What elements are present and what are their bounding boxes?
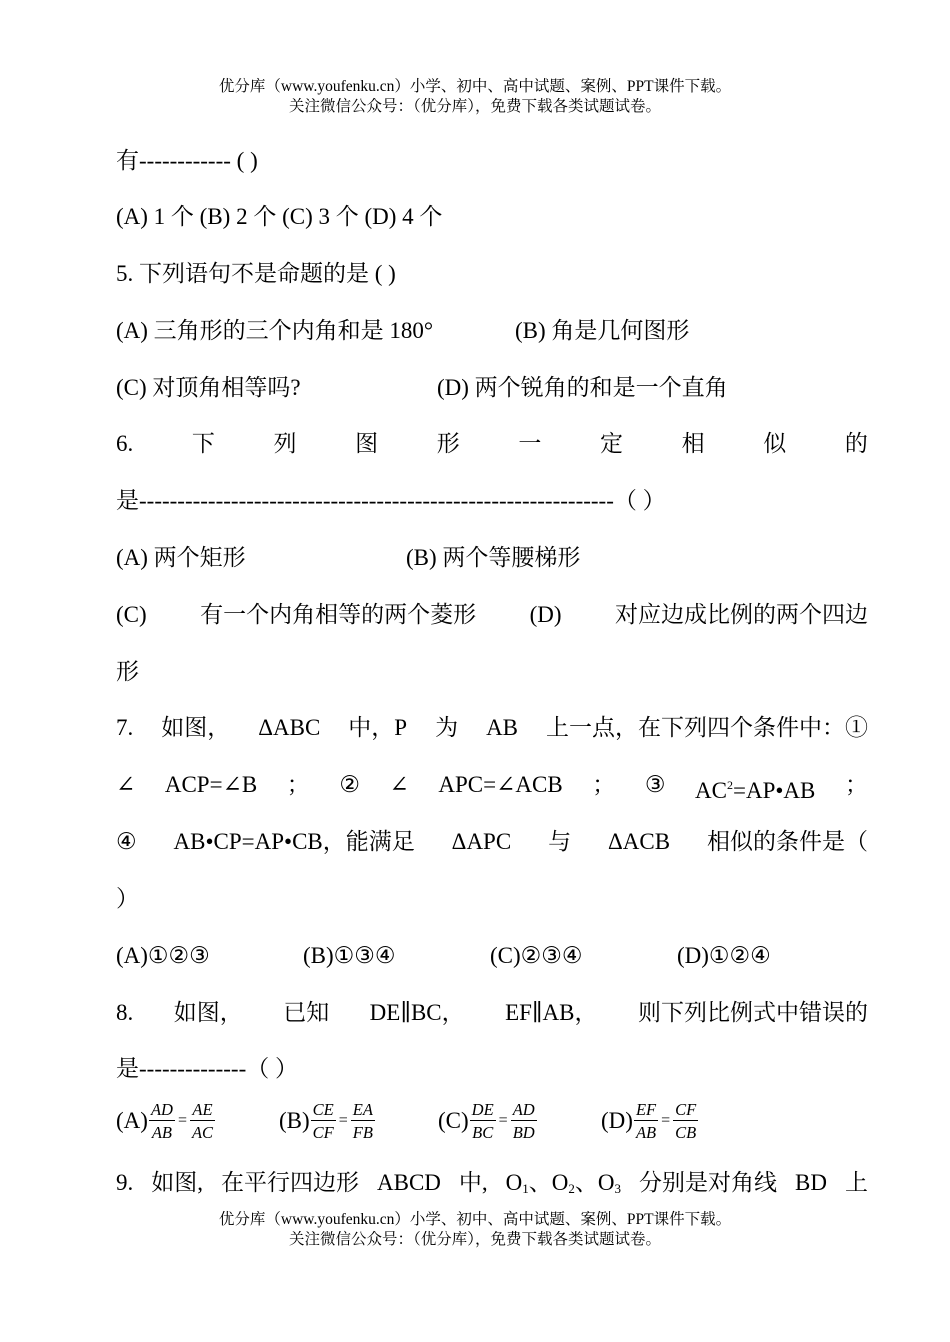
q7-word: AB xyxy=(486,715,519,740)
q9-word: 上 xyxy=(844,1170,868,1195)
option-label: (C) xyxy=(438,1108,469,1133)
q7-word: 上一点，在下列四个条件中：① xyxy=(546,715,868,740)
q5-stem: 5. 下列语句不是命题的是 ( ) xyxy=(116,261,396,286)
denominator: CB xyxy=(675,1123,697,1142)
q5-option-c: (C) 对顶角相等吗? xyxy=(116,375,301,400)
q8-word: 如图， xyxy=(173,1000,243,1025)
q7-stem-line2 xyxy=(116,770,868,806)
term: =AP•AB xyxy=(733,778,816,803)
point: O xyxy=(505,1170,523,1195)
q9-word: 9. xyxy=(116,1170,134,1195)
equals-sign: = xyxy=(661,1112,671,1129)
q8-word: 已知 xyxy=(283,1000,330,1025)
q9-stem-line1 xyxy=(116,1168,868,1204)
q9-word: BD xyxy=(795,1170,827,1195)
equals-sign: = xyxy=(338,1112,348,1129)
numerator: AE xyxy=(190,1101,215,1121)
option-label: (B) xyxy=(279,1108,310,1133)
denominator: CF xyxy=(312,1123,334,1142)
q6-word: 图 xyxy=(355,431,379,456)
page-footer-line2: 关注微信公众号：（优分库），免费下载各类试题试卷。 xyxy=(288,1231,661,1248)
equals-sign: = xyxy=(177,1112,187,1129)
q6-word: 6. xyxy=(116,431,134,456)
equals-sign: = xyxy=(498,1112,508,1129)
fraction xyxy=(634,1101,658,1141)
q6-stem-line2: 是--------------------------------------------------------------（ ） xyxy=(116,488,666,513)
q6-options-c-d xyxy=(116,600,868,630)
q8-word: DE∥BC， xyxy=(369,1000,465,1025)
q6-stem-line1 xyxy=(116,429,868,459)
q6-word: 一 xyxy=(518,431,542,456)
q7-word: 中，P xyxy=(348,715,408,740)
q9-word: 中, xyxy=(458,1170,488,1195)
separator: ； xyxy=(844,772,868,797)
q6-option-a: (A) 两个矩形 xyxy=(116,545,246,570)
term: AC xyxy=(695,778,727,803)
q4-stem-tail: 有------------ ( ) xyxy=(116,148,258,173)
q7-condition-2: APC=∠ACB xyxy=(438,772,563,797)
page-header-line1: 优分库（www.youfenku.cn）小学、初中、高中试题、案例、PPT课件下载。 xyxy=(218,78,732,95)
q7-stem-line1 xyxy=(116,713,868,743)
q7-condition-3 xyxy=(695,770,815,806)
q5-option-b: (B) 角是几何图形 xyxy=(515,318,690,343)
q6-option-c-label: (C) xyxy=(116,602,147,627)
q9-points xyxy=(506,1168,621,1204)
q7-option-a: (A)①②③ xyxy=(116,943,210,968)
numerator: AD xyxy=(512,1100,535,1119)
q9-word: ABCD xyxy=(377,1170,441,1195)
q8-option-d xyxy=(601,1101,699,1141)
denominator: BC xyxy=(472,1123,494,1142)
q6-word: 的 xyxy=(844,431,868,456)
subscript: 1 xyxy=(522,1181,529,1196)
separator: ； xyxy=(592,772,616,797)
q7-word: ΔACB xyxy=(607,829,671,854)
circled-number: ② xyxy=(339,772,360,797)
option-label: (A) xyxy=(116,1108,148,1133)
q7-condition-1: ACP=∠B xyxy=(164,772,258,797)
q9-word: 在平行四边形 xyxy=(221,1170,359,1195)
q9-word: 分别是对角线 xyxy=(639,1170,778,1195)
q8-option-a xyxy=(116,1101,216,1141)
fraction xyxy=(470,1101,496,1141)
q7-condition-4: AB•CP=AP•CB，能满足 xyxy=(173,829,415,854)
exponent: 2 xyxy=(727,778,733,792)
denominator: AB xyxy=(635,1123,657,1142)
q6-word: 下 xyxy=(191,431,215,456)
q7-option-b: (B)①③④ xyxy=(303,943,396,968)
fraction xyxy=(673,1101,698,1141)
circled-number: ③ xyxy=(644,772,666,797)
q7-option-d: (D)①②④ xyxy=(677,943,771,968)
numerator: AD xyxy=(150,1100,173,1119)
q6-word: 似 xyxy=(763,431,787,456)
numerator: CE xyxy=(312,1100,334,1119)
q7-option-c: (C)②③④ xyxy=(490,943,583,968)
fraction xyxy=(511,1101,537,1141)
q7-word: ΔABC xyxy=(258,715,321,740)
q7-word: 为 xyxy=(435,715,459,740)
q7-word: ΔAPC xyxy=(451,829,512,854)
fraction xyxy=(351,1101,375,1141)
q7-word: 与 xyxy=(548,829,572,854)
q9-word: 如图, xyxy=(151,1170,203,1195)
q7-word: 7. xyxy=(116,715,134,740)
q6-word: 形 xyxy=(436,431,460,456)
q6-option-b: (B) 两个等腰梯形 xyxy=(406,545,581,570)
numerator: DE xyxy=(471,1100,494,1119)
separator: ； xyxy=(286,772,310,797)
denominator: FB xyxy=(352,1123,373,1142)
option-label: (D) xyxy=(601,1108,633,1133)
q6-word: 相 xyxy=(681,431,705,456)
q8-option-c xyxy=(438,1101,538,1141)
denominator: AC xyxy=(191,1123,214,1142)
angle-symbol: ∠ xyxy=(389,772,409,797)
q8-stem-line1 xyxy=(116,998,868,1028)
point: 、O xyxy=(528,1170,569,1195)
fraction xyxy=(311,1101,336,1141)
fraction xyxy=(149,1101,175,1141)
numerator: EF xyxy=(635,1100,657,1119)
numerator: EA xyxy=(352,1100,373,1119)
subscript: 3 xyxy=(614,1181,622,1196)
subscript: 2 xyxy=(568,1181,575,1196)
q6-option-d-label: (D) xyxy=(529,602,562,627)
q7-word: 如图， xyxy=(161,715,231,740)
q5-option-a: (A) 三角形的三个内角和是 180° xyxy=(116,318,434,343)
q6-option-d-continued: 形 xyxy=(116,659,139,684)
denominator: BD xyxy=(512,1123,535,1142)
q4-options: (A) 1 个 (B) 2 个 (C) 3 个 (D) 4 个 xyxy=(116,204,443,229)
q8-stem-line2: 是--------------（ ） xyxy=(116,1056,298,1081)
q8-word: 8. xyxy=(116,1000,134,1025)
q8-word: EF∥AB， xyxy=(505,1000,598,1025)
page-header-line2: 关注微信公众号：（优分库），免费下载各类试题试卷。 xyxy=(288,98,661,115)
q6-option-c-text: 有一个内角相等的两个菱形 xyxy=(200,602,477,627)
angle-symbol: ∠ xyxy=(116,772,136,797)
fraction xyxy=(190,1101,215,1141)
q7-word: 相似的条件是（ xyxy=(706,829,868,854)
numerator: CF xyxy=(675,1100,697,1119)
q6-word: 列 xyxy=(273,431,297,456)
q6-word: 定 xyxy=(600,431,623,456)
q7-stem-line3 xyxy=(116,827,868,857)
q6-option-d-text: 对应边成比例的两个四边 xyxy=(614,602,868,627)
q8-word: 则下列比例式中错误的 xyxy=(637,1000,868,1025)
q5-option-d: (D) 两个锐角的和是一个直角 xyxy=(437,375,728,400)
page-footer-line1: 优分库（www.youfenku.cn）小学、初中、高中试题、案例、PPT课件下载。 xyxy=(218,1211,732,1228)
q7-stem-line4: ） xyxy=(116,886,139,911)
denominator: AB xyxy=(151,1123,173,1142)
q8-option-b xyxy=(279,1101,376,1141)
circled-number: ④ xyxy=(116,829,137,854)
point: 、O xyxy=(574,1170,615,1195)
